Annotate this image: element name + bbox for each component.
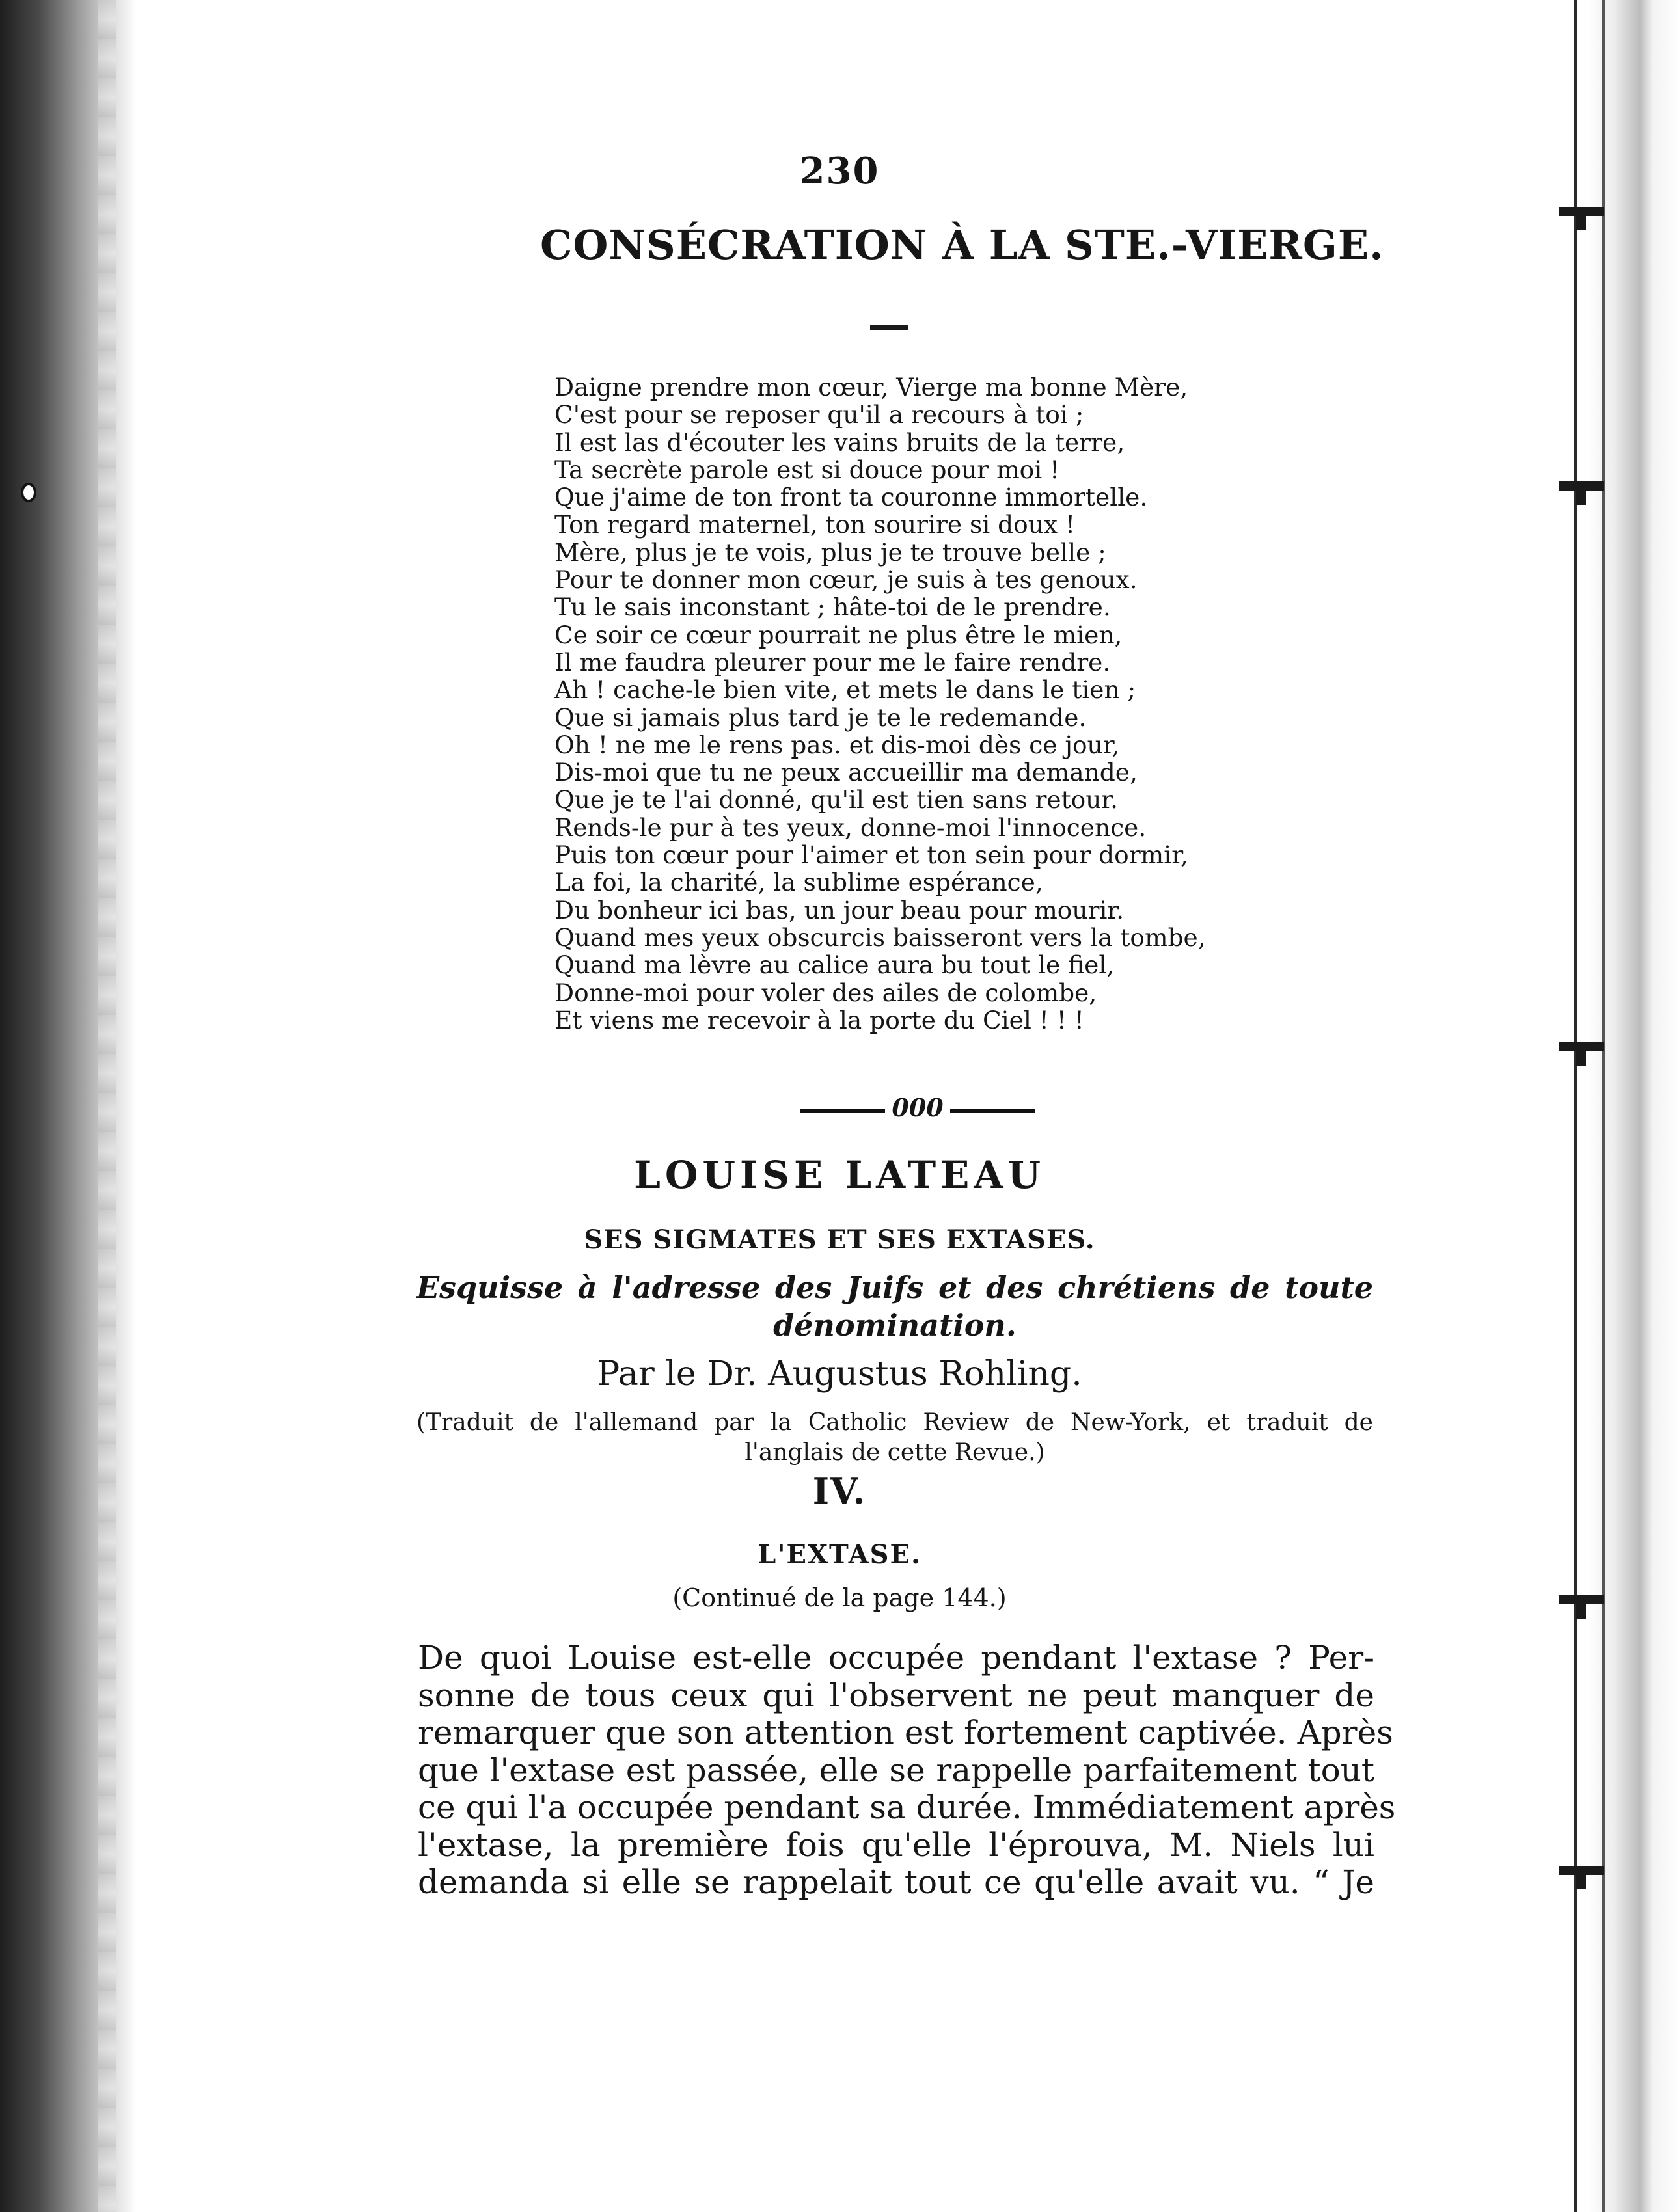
title-rule [870, 325, 908, 330]
poem-line: Tu le sais inconstant ; hâte-toi de le prendre. [554, 593, 1111, 622]
section-separator [800, 1093, 1035, 1126]
page-edge-tab [1559, 481, 1604, 491]
scan-edge-rule-secondary [1602, 0, 1605, 2212]
page-number: 230 [799, 150, 880, 193]
article-dedication [416, 1269, 1373, 1344]
body-line: que l'extase est passée, elle se rappelle parfaitement tout [418, 1751, 1374, 1789]
body-line: sonne de tous ceux qui l'observent ne peut manquer de [418, 1676, 1374, 1714]
translation-note-line: l'anglais de cette Revue.) [744, 1439, 1045, 1466]
poem-line: Que si jamais plus tard je te le redemande. [554, 703, 1087, 732]
poem-line: Il est las d'écouter les vains bruits de la terre, [554, 427, 1125, 457]
dedication-line: Esquisse à l'adresse des Juifs et des chrétiens de toute [416, 1270, 1373, 1305]
poem-line: Du bonheur ici bas, un jour beau pour mourir. [554, 895, 1125, 924]
poem-line: La foi, la charité, la sublime espérance, [554, 868, 1043, 897]
article-subtitle: SES SIGMATES ET SES EXTASES. [584, 1224, 1095, 1255]
page-edge-tab [1559, 1866, 1604, 1875]
separator-label: 000 [892, 1093, 944, 1122]
poem-line: Puis ton cœur pour l'aimer et ton sein pour dormir, [554, 841, 1188, 870]
poem-line: Daigne prendre mon cœur, Vierge ma bonne Mère, [554, 373, 1188, 401]
poem-title: CONSÉCRATION À LA STE.-VIERGE. [540, 221, 1384, 269]
poem-line: Mère, plus je te vois, plus je te trouve belle ; [554, 537, 1106, 567]
poem-line: Que j'aime de ton front ta couronne immortelle. [554, 483, 1148, 512]
translation-note-line: (Traduit de l'allemand par la Catholic Review de New-York, et traduit de [416, 1409, 1373, 1436]
scan-right-edge [1588, 0, 1679, 2212]
scan-margin-spot [21, 483, 36, 502]
poem-line: Ton regard maternel, ton sourire si doux ! [554, 510, 1076, 539]
body-line: De quoi Louise est-elle occupée pendant l'extase ? Per- [418, 1639, 1374, 1677]
body-line: remarquer que son attention est fortement captivée. Après [418, 1714, 1393, 1751]
scan-binding-edge [0, 0, 137, 2212]
separator-line-left [800, 1109, 885, 1113]
section-number: IV. [812, 1470, 867, 1512]
section-title: L'EXTASE. [758, 1539, 921, 1570]
poem-line: Que je te l'ai donné, qu'il est tien sans retour. [554, 785, 1119, 815]
page-edge-tab [1559, 207, 1604, 216]
poem-line: Ah ! cache-le bien vite, et mets le dans le tien ; [554, 675, 1136, 705]
poem-line: Ce soir ce cœur pourrait ne plus être le mien, [554, 620, 1123, 649]
body-line: l'extase, la première fois qu'elle l'éprouva, M. Niels lui [418, 1826, 1374, 1864]
poem-line: Quand ma lèvre au calice aura bu tout le fiel, [554, 951, 1115, 980]
article-title: LOUISE LATEAU [634, 1153, 1045, 1197]
translation-note [416, 1408, 1373, 1468]
dedication-line: dénomination. [773, 1308, 1017, 1343]
body-line: ce qui l'a occupée pendant sa durée. Immédiatement après [418, 1788, 1396, 1826]
article-body [418, 1639, 1396, 1902]
poem-line: Oh ! ne me le rens pas. et dis-moi dès ce jour, [554, 730, 1120, 759]
poem-body [554, 373, 1426, 1034]
poem-line: Dis-moi que tu ne peux accueillir ma demande, [554, 758, 1138, 787]
poem-line: Il me faudra pleurer pour me le faire rendre. [554, 647, 1111, 677]
poem-line: Et viens me recevoir à la porte du Ciel ! ! ! [554, 1005, 1084, 1034]
body-line: demanda si elle se rappelait tout ce qu'elle avait vu. “ Je [418, 1863, 1374, 1901]
article-author: Par le Dr. Augustus Rohling. [597, 1355, 1082, 1394]
poem-line: C'est pour se reposer qu'il a recours à toi ; [554, 400, 1084, 429]
poem-line: Quand mes yeux obscurcis baisseront vers la tombe, [554, 923, 1206, 952]
poem-line: Ta secrète parole est si douce pour moi ! [554, 455, 1060, 484]
continued-note: (Continué de la page 144.) [672, 1584, 1007, 1612]
separator-line-right [950, 1109, 1035, 1113]
poem-line: Pour te donner mon cœur, je suis à tes genoux. [554, 565, 1138, 595]
page-edge-tab [1559, 1042, 1604, 1051]
poem-line: Rends-le pur à tes yeux, donne-moi l'innocence. [554, 813, 1147, 842]
poem-line: Donne-moi pour voler des ailes de colombe, [554, 978, 1097, 1007]
